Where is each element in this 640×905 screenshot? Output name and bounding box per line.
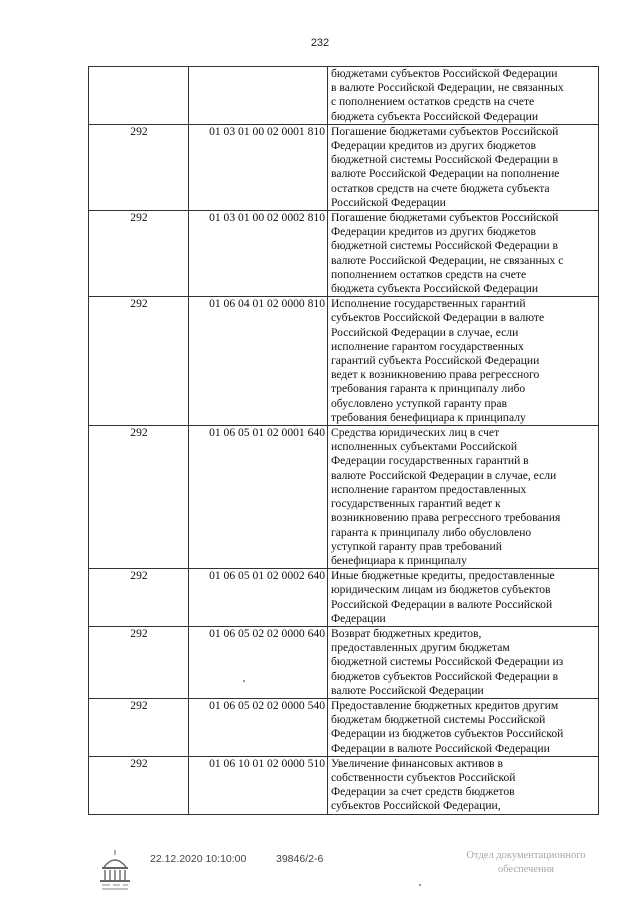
footer-date-time: 22.12.2020 10:10:00 (150, 853, 247, 865)
description-cell (328, 67, 599, 125)
table-row (89, 626, 599, 698)
description-cell (328, 756, 599, 814)
administrator-code-cell: 292 (89, 569, 189, 627)
description-line: требования бенефициара к принципалу (331, 410, 526, 424)
classification-code-cell: 01 03 01 00 02 0002 810 (189, 211, 328, 297)
description-line: Федерации кредитов из других бюджетов (331, 225, 536, 239)
description-line: требования гаранта к принципалу либо (331, 382, 526, 396)
description-line: исполненных субъектами Российской (331, 440, 518, 454)
description-line: Российской Федерации в случае, если (331, 325, 519, 339)
description-cell (328, 297, 599, 426)
description-line: Средства юридических лиц в счет (331, 426, 500, 440)
stamp-line-1: Отдел документационного (466, 850, 586, 861)
parliament-emblem-icon (96, 849, 134, 893)
classification-code-cell: 01 06 05 02 02 0000 540 (189, 698, 328, 756)
description-line: Федерации кредитов из других бюджетов (331, 139, 536, 153)
description-line: бюджетами субъектов Российской Федерации (331, 67, 558, 80)
administrator-code-cell: 292 (89, 698, 189, 756)
scan-speck (243, 680, 245, 682)
footer-document-code: 39846/2-6 (276, 853, 324, 865)
description-line: бюджета субъекта Российской Федерации (331, 109, 539, 123)
description-line: Федерации за счет средств бюджетов (331, 785, 515, 799)
table-row (89, 569, 599, 627)
classification-code-cell: 01 06 05 01 02 0001 640 (189, 426, 328, 569)
description-line: возникновению права регрессного требования (331, 511, 561, 525)
description-line: валюте Российской Федерации на пополнение (331, 167, 560, 181)
description-line: обусловлено уступкой гаранту прав (331, 396, 508, 410)
scan-speck (419, 884, 421, 886)
description-line: валюте Российской Федерации (331, 683, 484, 697)
description-line: государственных гарантий ведет к (331, 497, 501, 511)
page-number: 232 (310, 37, 330, 49)
description-line: Федерации в валюте Российской Федерации (331, 741, 550, 755)
description-line: собственности субъектов Российской (331, 770, 516, 784)
table-row (89, 756, 599, 814)
description-line: валюте Российской Федерации, не связанных с (331, 253, 564, 267)
administrator-code-cell: 292 (89, 756, 189, 814)
description-line: гарантий субъекта Российской Федерации (331, 354, 540, 368)
description-line: бюджетной системы Российской Федерации в (331, 239, 558, 253)
description-line: бюджетов субъектов Российской Федерации в (331, 669, 559, 683)
table-row (89, 211, 599, 297)
administrator-code-cell (89, 67, 189, 125)
table-row (89, 67, 599, 125)
description-line: исполнение гарантом государственных (331, 339, 524, 353)
description-line: Предоставление бюджетных кредитов другим (331, 698, 559, 712)
description-line: субъектов Российской Федерации в валюте (331, 311, 545, 325)
page-footer (0, 849, 640, 899)
description-line: Иные бюджетные кредиты, предоставленные (331, 569, 555, 583)
administrator-code-cell: 292 (89, 426, 189, 569)
description-cell (328, 211, 599, 297)
budget-classification-table (88, 66, 599, 815)
classification-code-cell: 01 06 05 01 02 0002 640 (189, 569, 328, 627)
stamp-line-2: обеспечения (497, 864, 555, 875)
administrator-code-cell: 292 (89, 626, 189, 698)
administrator-code-cell: 292 (89, 297, 189, 426)
table-row (89, 426, 599, 569)
administrator-code-cell: 292 (89, 211, 189, 297)
description-line: Федерации (331, 611, 386, 625)
description-line: Федерации из бюджетов субъектов Российской (331, 727, 564, 741)
description-line: пополнением остатков средств на счете (331, 267, 527, 281)
classification-code-cell (189, 67, 328, 125)
classification-code-cell: 01 06 04 01 02 0000 810 (189, 297, 328, 426)
description-line: Российской Федерации в валюте Российской (331, 597, 553, 611)
description-line: Федерации государственных гарантий в (331, 454, 529, 468)
description-line: бюджетам бюджетной системы Российской (331, 713, 546, 727)
description-line: валюте Российской Федерации в случае, если (331, 468, 557, 482)
classification-code-cell: 01 03 01 00 02 0001 810 (189, 124, 328, 210)
description-cell (328, 626, 599, 698)
description-line: остатков средств на счете бюджета субъекта (331, 181, 550, 195)
description-line: субъектов Российской Федерации, (331, 799, 501, 813)
description-line: бенефициара к принципалу (331, 553, 467, 567)
description-line: уступкой гаранту прав требований (331, 539, 502, 553)
description-line: бюджетной системы Российской Федерации в (331, 153, 558, 167)
description-line: Увеличение финансовых активов в (331, 756, 503, 770)
description-line: гаранта к принципалу либо обусловлено (331, 525, 532, 539)
classification-code-cell: 01 06 10 01 02 0000 510 (189, 756, 328, 814)
description-line: Исполнение государственных гарантий (331, 297, 526, 311)
description-line: юридическим лицам из бюджетов субъектов (331, 583, 551, 597)
description-cell (328, 569, 599, 627)
department-stamp (446, 849, 606, 877)
description-line: в валюте Российской Федерации, не связанных (331, 81, 564, 95)
description-line: исполнение гарантом предоставленных (331, 482, 527, 496)
table-row (89, 297, 599, 426)
description-cell (328, 426, 599, 569)
description-line: с пополнением остатков средств на счете (331, 95, 535, 109)
description-line: предоставленных другим бюджетам (331, 641, 510, 655)
description-line: Погашение бюджетами субъектов Российской (331, 124, 559, 138)
table-row (89, 698, 599, 756)
classification-code-cell: 01 06 05 02 02 0000 640 (189, 626, 328, 698)
description-line: Погашение бюджетами субъектов Российской (331, 211, 559, 225)
description-cell (328, 124, 599, 210)
description-line: бюджетной системы Российской Федерации из (331, 655, 564, 669)
table-row (89, 124, 599, 210)
description-line: Российской Федерации (331, 195, 446, 209)
description-line: Возврат бюджетных кредитов, (331, 626, 482, 640)
description-cell (328, 698, 599, 756)
description-line: бюджета субъекта Российской Федерации (331, 282, 539, 296)
administrator-code-cell: 292 (89, 124, 189, 210)
description-line: ведет к возникновению права регрессного (331, 368, 540, 382)
